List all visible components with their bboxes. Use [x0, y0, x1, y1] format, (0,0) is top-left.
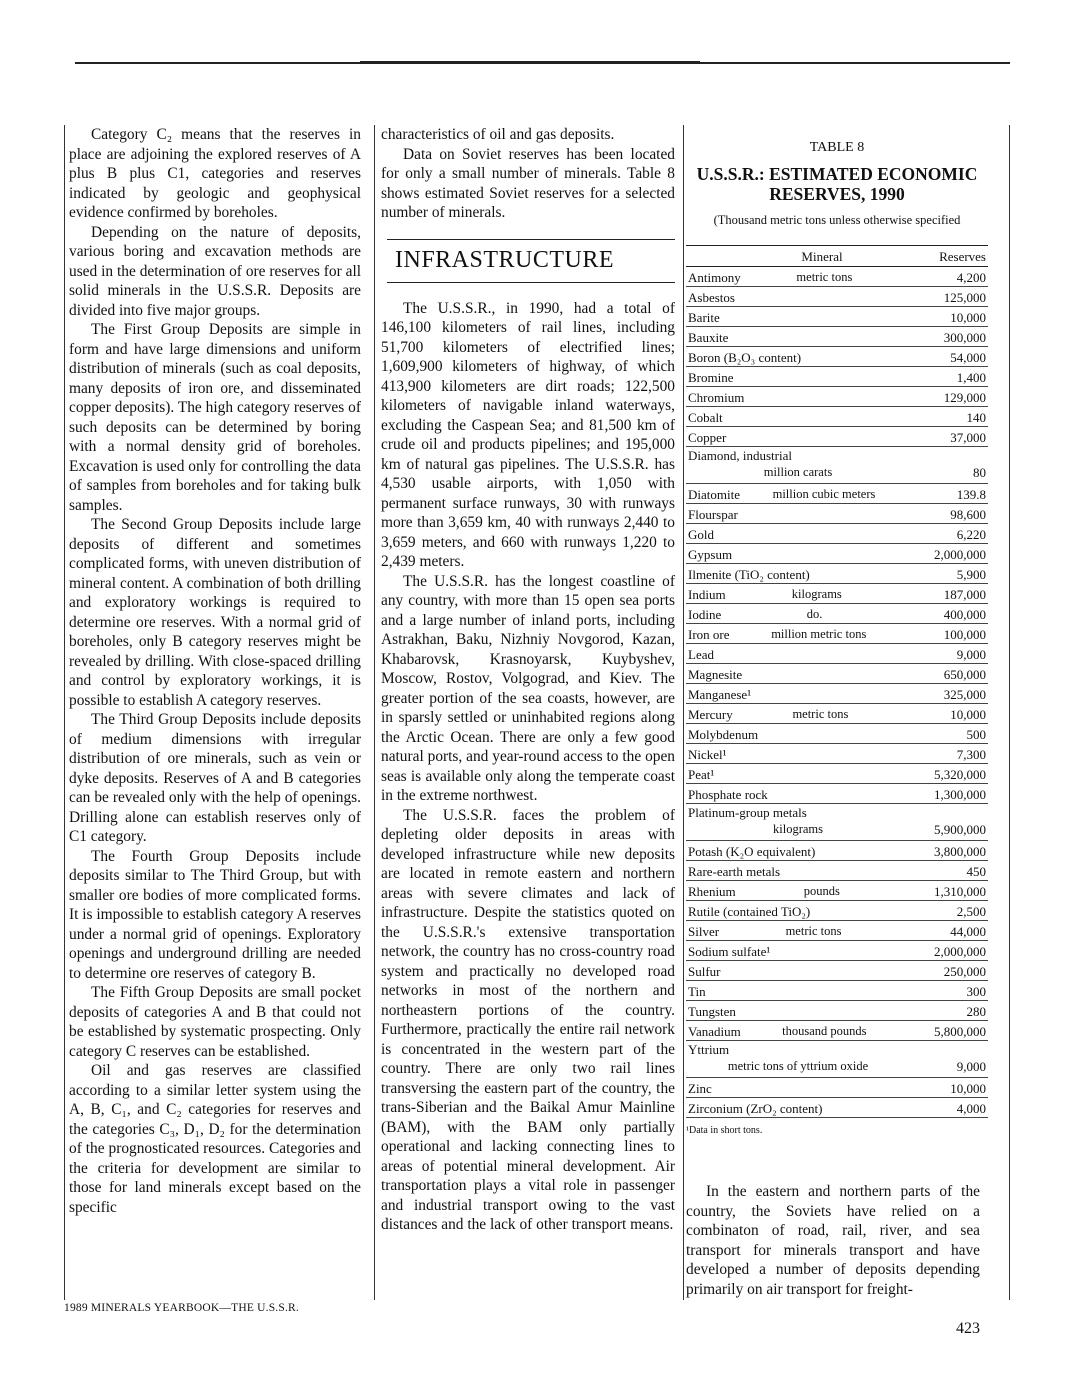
paragraph: The U.S.S.R., in 1990, had a total of 146,100 kilometers of rail lines, including 51,700 kilometers of electrified lines; 1,609,900 kilometers of highway, of which 413,900 kilometers are dirt roads; 122,500 kilometers of navigable inland waterways, excluding the Caspean Sea; and 81,500 km of crude oil and products pipelines; and 195,000 km of natural gas pipelines. The U.S.S.R. has 4,530 usable airports, with 1,050 with permanent surface runways, 30 with runways more than 3,659 km, 40 with runways 2,440 to 3,659 meters, and 660 with runways 1,220 to 2,439 meters. — [381, 299, 675, 570]
mineral-name: Ilmenite (TiO₂ content) — [688, 567, 810, 582]
reserve-value: 250,000 — [943, 964, 986, 979]
table-row — [686, 367, 988, 387]
table-row — [686, 624, 988, 644]
mineral-name: Iron ore — [688, 627, 730, 642]
column-header-mineral: Mineral — [801, 249, 843, 264]
reserve-value: 3,800,000 — [934, 844, 986, 859]
reserve-value: 1,300,000 — [934, 787, 986, 802]
reserve-value: 280 — [966, 1004, 986, 1019]
mineral-name: Yttrium — [688, 1042, 730, 1057]
reserve-value: 5,900,000 — [934, 822, 986, 837]
table-row — [686, 307, 988, 327]
column-header-reserves: Reserves — [939, 249, 986, 264]
mineral-name: Zinc — [688, 1081, 712, 1096]
paragraph: characteristics of oil and gas deposits. — [381, 126, 615, 143]
table-row — [686, 941, 988, 961]
table-row — [686, 447, 988, 484]
reserve-value: 325,000 — [943, 687, 986, 702]
reserve-value: 187,000 — [943, 587, 986, 602]
reserve-value: 5,320,000 — [934, 767, 986, 782]
mineral-name: Copper — [688, 430, 727, 445]
mineral-name: Bauxite — [688, 330, 729, 345]
paragraph: In the eastern and northern parts of the country, the Soviets have relied on a combinaton of road, rail, river, and sea transport for minerals transport and have developed a number of deposits depending primarily on air transport for freight- — [686, 1183, 980, 1298]
reserve-value: 9,000 — [956, 1059, 986, 1074]
mineral-name: Magnesite — [688, 667, 743, 682]
unit: million metric tons — [771, 627, 867, 641]
reserve-value: 6,220 — [956, 527, 986, 542]
mineral-name: Molybdenum — [688, 727, 759, 742]
reserve-value: 5,800,000 — [934, 1024, 986, 1039]
reserve-value: 100,000 — [943, 627, 986, 642]
mineral-name: Tin — [688, 984, 706, 999]
table-row — [686, 881, 988, 901]
table-header — [686, 245, 988, 267]
table-row — [686, 1001, 988, 1021]
reserve-value: 9,000 — [956, 647, 986, 662]
table-row — [686, 287, 988, 307]
mineral-name: Chromium — [688, 390, 745, 405]
mineral-name: Peat¹ — [688, 767, 715, 782]
reserve-value: 300,000 — [943, 330, 986, 345]
unit: million cubic meters — [772, 487, 876, 501]
unit: metric tons — [796, 270, 853, 284]
table-row — [686, 604, 988, 624]
table-label: TABLE 8 — [809, 140, 865, 155]
paragraph: The U.S.S.R. has the longest coastline of any country, with more than 15 open sea ports and a large number of inland ports, including Astrakhan, Baku, Nizhniy Novgorod, Kazan, Khabarovsk, Krasnoyarsk, Kuybyshev, Moscow, Rostov, Volgograd, and Kiev. The greater portion of the sea coasts, however, are in sparsly settled or uninhabited regions along the Arctic Ocean. There are only a few good natural ports, and year-round access to the open seas is available only along the temperate coast in the extreme northwest. — [381, 572, 675, 804]
unit: million carats — [763, 465, 833, 479]
table-row — [686, 644, 988, 664]
mineral-name: Flourspar — [688, 507, 738, 522]
reserve-value: 125,000 — [943, 290, 986, 305]
mineral-name: Iodine — [688, 607, 722, 622]
reserve-value: 4,000 — [956, 1101, 986, 1116]
table-row — [686, 804, 988, 841]
reserve-value: 2,000,000 — [934, 547, 986, 562]
table-footnote: ¹Data in short tons. — [686, 1125, 763, 1136]
paragraph: Data on Soviet reserves has been located for only a small number of minerals. Table 8 shows estimated Soviet reserves for a selected number of minerals. — [381, 145, 675, 221]
table-row — [686, 524, 988, 544]
unit: pounds — [803, 884, 840, 898]
table-row — [686, 584, 988, 604]
reserve-value: 44,000 — [950, 924, 986, 939]
mineral-name: Nickel¹ — [688, 747, 727, 762]
reserve-value: 1,310,000 — [934, 884, 986, 899]
mineral-name: Bromine — [688, 370, 734, 385]
table-row — [686, 1098, 988, 1118]
mineral-name: Antimony — [688, 270, 741, 285]
mineral-name: Indium — [688, 587, 726, 602]
mineral-name: Vanadium — [688, 1024, 741, 1039]
section-title-infrastructure: INFRASTRUCTURE — [387, 239, 675, 283]
paragraph: The First Group Deposits are simple in form and have large dimensions and uniform distribution of minerals (such as coal deposits, many deposits of iron ore, and disseminated copper deposits). The high category reserves of such deposits can be determined by boring with a normal density grid of boreholes. Excavation is used only for controlling the data of samples from boreholes and for taking bulk samples. — [69, 321, 361, 514]
unit: metric tons of yttrium oxide — [727, 1059, 869, 1073]
reserve-value: 54,000 — [950, 350, 986, 365]
mineral-name: Sulfur — [688, 964, 721, 979]
column-divider-right — [1009, 125, 1010, 1300]
table-row — [686, 407, 988, 427]
page-number: 423 — [956, 1320, 980, 1337]
unit: kilograms — [773, 822, 823, 836]
reserve-value: 80 — [973, 465, 986, 480]
reserve-value: 4,200 — [956, 270, 986, 285]
table-row — [686, 961, 988, 981]
mineral-name: Barite — [688, 310, 720, 325]
unit: metric tons — [785, 924, 842, 938]
reserve-value: 2,000,000 — [934, 944, 986, 959]
reserve-value: 98,600 — [950, 507, 986, 522]
mineral-name: Gold — [688, 527, 714, 542]
paragraph: The Second Group Deposits include large deposits of different and sometimes complicated forms, with uneven distribution of mineral content. A combination of both drilling and exploratory workings is required to determine ore reserves. With a normal grid of boreholes, only B category reserves might be revealed by drilling. With close-spaced drilling and control by exploratory workings, it is possible to establish A category reserves. — [69, 516, 361, 709]
reserves-table — [686, 125, 988, 1139]
mineral-name: Asbestos — [688, 290, 735, 305]
text-column-1 — [64, 125, 361, 1300]
reserve-value: 500 — [966, 727, 986, 742]
mineral-name: Lead — [688, 647, 714, 662]
table-row — [686, 684, 988, 704]
table-row — [686, 724, 988, 744]
unit: metric tons — [792, 707, 849, 721]
table-row — [686, 347, 988, 367]
mineral-name: Tungsten — [688, 1004, 736, 1019]
running-footer: 1989 MINERALS YEARBOOK—THE U.S.S.R. — [64, 1302, 299, 1314]
reserve-value: 10,000 — [950, 707, 986, 722]
table-row — [686, 267, 988, 287]
paragraph: Depending on the nature of deposits, various boring and excavation methods are used in the determination of ore reserves for all solid minerals in the U.S.S.R. Deposits are divided into five major groups. — [69, 223, 361, 319]
reserve-value: 300 — [966, 984, 986, 999]
reserve-value: 139.8 — [956, 487, 986, 502]
reserve-value: 450 — [966, 864, 986, 879]
reserve-value: 10,000 — [950, 310, 986, 325]
mineral-name: Phosphate rock — [688, 787, 768, 802]
table-row — [686, 484, 988, 504]
mineral-name: Silver — [688, 924, 720, 939]
table-row — [686, 564, 988, 584]
table-row — [686, 764, 988, 784]
reserve-value: 7,300 — [956, 747, 986, 762]
paragraph: The Third Group Deposits include deposits of medium dimensions with irregular distribution of ore minerals, such as vein or dyke deposits. Reserves of A and B categories can be revealed only with the help of openings. Drilling alone can establish reserves only of C1 category. — [69, 711, 361, 845]
mineral-name: Manganese¹ — [688, 687, 752, 702]
mineral-name: Cobalt — [688, 410, 723, 425]
mineral-name: Rhenium — [688, 884, 736, 899]
table-row — [686, 744, 988, 764]
table-row — [686, 784, 988, 804]
mineral-name: Platinum-group metals — [688, 805, 807, 820]
reserve-value: 5,900 — [956, 567, 986, 582]
mineral-name: Rare-earth metals — [688, 864, 781, 879]
reserve-value: 129,000 — [943, 390, 986, 405]
unit: thousand pounds — [782, 1024, 867, 1038]
unit: do. — [806, 607, 823, 621]
table-row — [686, 901, 988, 921]
table-row — [686, 544, 988, 564]
header-rule-accent — [360, 61, 700, 64]
reserve-value: 1,400 — [956, 370, 986, 385]
table-row — [686, 704, 988, 724]
reserve-value: 2,500 — [956, 904, 986, 919]
paragraph: Oil and gas reserves are classified according to a similar letter system using the A, B, C₁, and C₂ categories for reserves and the categories C₃, D₁, D₂ for the determination of the prognosticated resources. Categories and the criteria for development are similar to those for land minerals except based on the specific — [69, 1062, 361, 1216]
table-title: U.S.S.R.: ESTIMATED ECONOMIC RESERVES, 1990 — [696, 164, 978, 204]
table-row — [686, 841, 988, 861]
table-row — [686, 981, 988, 1001]
table-row — [686, 921, 988, 941]
mineral-name: Sodium sulfate¹ — [688, 944, 771, 959]
table-row — [686, 1078, 988, 1098]
mineral-name: Diatomite — [688, 487, 740, 502]
reserve-value: 400,000 — [943, 607, 986, 622]
reserve-value: 650,000 — [943, 667, 986, 682]
table-row — [686, 1021, 988, 1041]
unit: kilograms — [791, 587, 842, 601]
reserve-value: 140 — [966, 410, 986, 425]
table-row — [686, 664, 988, 684]
mineral-name: Gypsum — [688, 547, 733, 562]
mineral-name: Mercury — [688, 707, 733, 722]
table-row — [686, 861, 988, 881]
reserve-value: 10,000 — [950, 1081, 986, 1096]
reserve-value: 37,000 — [950, 430, 986, 445]
table-row — [686, 427, 988, 447]
paragraph: Category C₂ means that the reserves in place are adjoining the explored reserves of A plus B plus C1, categories and reserves indicated by geologic and geophysical evidence confirmed by boreholes. — [69, 126, 361, 221]
mineral-name: Rutile (contained TiO₂) — [688, 904, 811, 919]
paragraph: The Fourth Group Deposits include deposits similar to The Third Group, but with smaller ore bodies of more complicated forms. It is impossible to establish category A reserves under a normal grid of openings. Exploratory openings and underground drilling are needed to determine ore reserves of category B. — [69, 847, 361, 982]
table-row — [686, 387, 988, 407]
table-row — [686, 504, 988, 524]
table-row — [686, 327, 988, 347]
mineral-name: Boron (B₂O₃ content) — [688, 350, 802, 365]
text-column-3 — [686, 1182, 980, 1299]
paragraph: The U.S.S.R. faces the problem of depleting older deposits in areas with developed infrastructure while new deposits are located in remote eastern and northern areas with severe climates and lack of infrastructure. Despite the statistics quoted on the U.S.S.R.'s extensive transportation network, the country has no cross-country road system and practically no developed road networks in most of the northern and northeastern portions of the country. Furthermore, practically the entire rail network is concentrated in the western part of the country. There are only two rail lines transversing the eastern part of the country, the trans-Siberian and the Baikal Amur Mainline (BAM), with the BAM only partially operational and lacking connecting lines to areas of potential mineral development. Air transportation plays a vital role in passenger and industrial transport owing to the vast distances and the lack of other transport means. — [381, 806, 675, 1233]
table-row — [686, 1041, 988, 1078]
mineral-name: Zirconium (ZrO₂ content) — [688, 1101, 823, 1116]
text-column-2 — [374, 125, 675, 1300]
mineral-name: Potash (K₂O equivalent) — [688, 844, 816, 859]
mineral-name: Diamond, industrial — [688, 448, 792, 463]
table-subtitle: (Thousand metric tons unless otherwise specified — [713, 213, 961, 227]
paragraph: The Fifth Group Deposits are small pocket deposits of categories A and B that could not be established by systematic prospecting. Only category C reserves can be established. — [69, 984, 361, 1060]
column-divider — [683, 125, 684, 1300]
